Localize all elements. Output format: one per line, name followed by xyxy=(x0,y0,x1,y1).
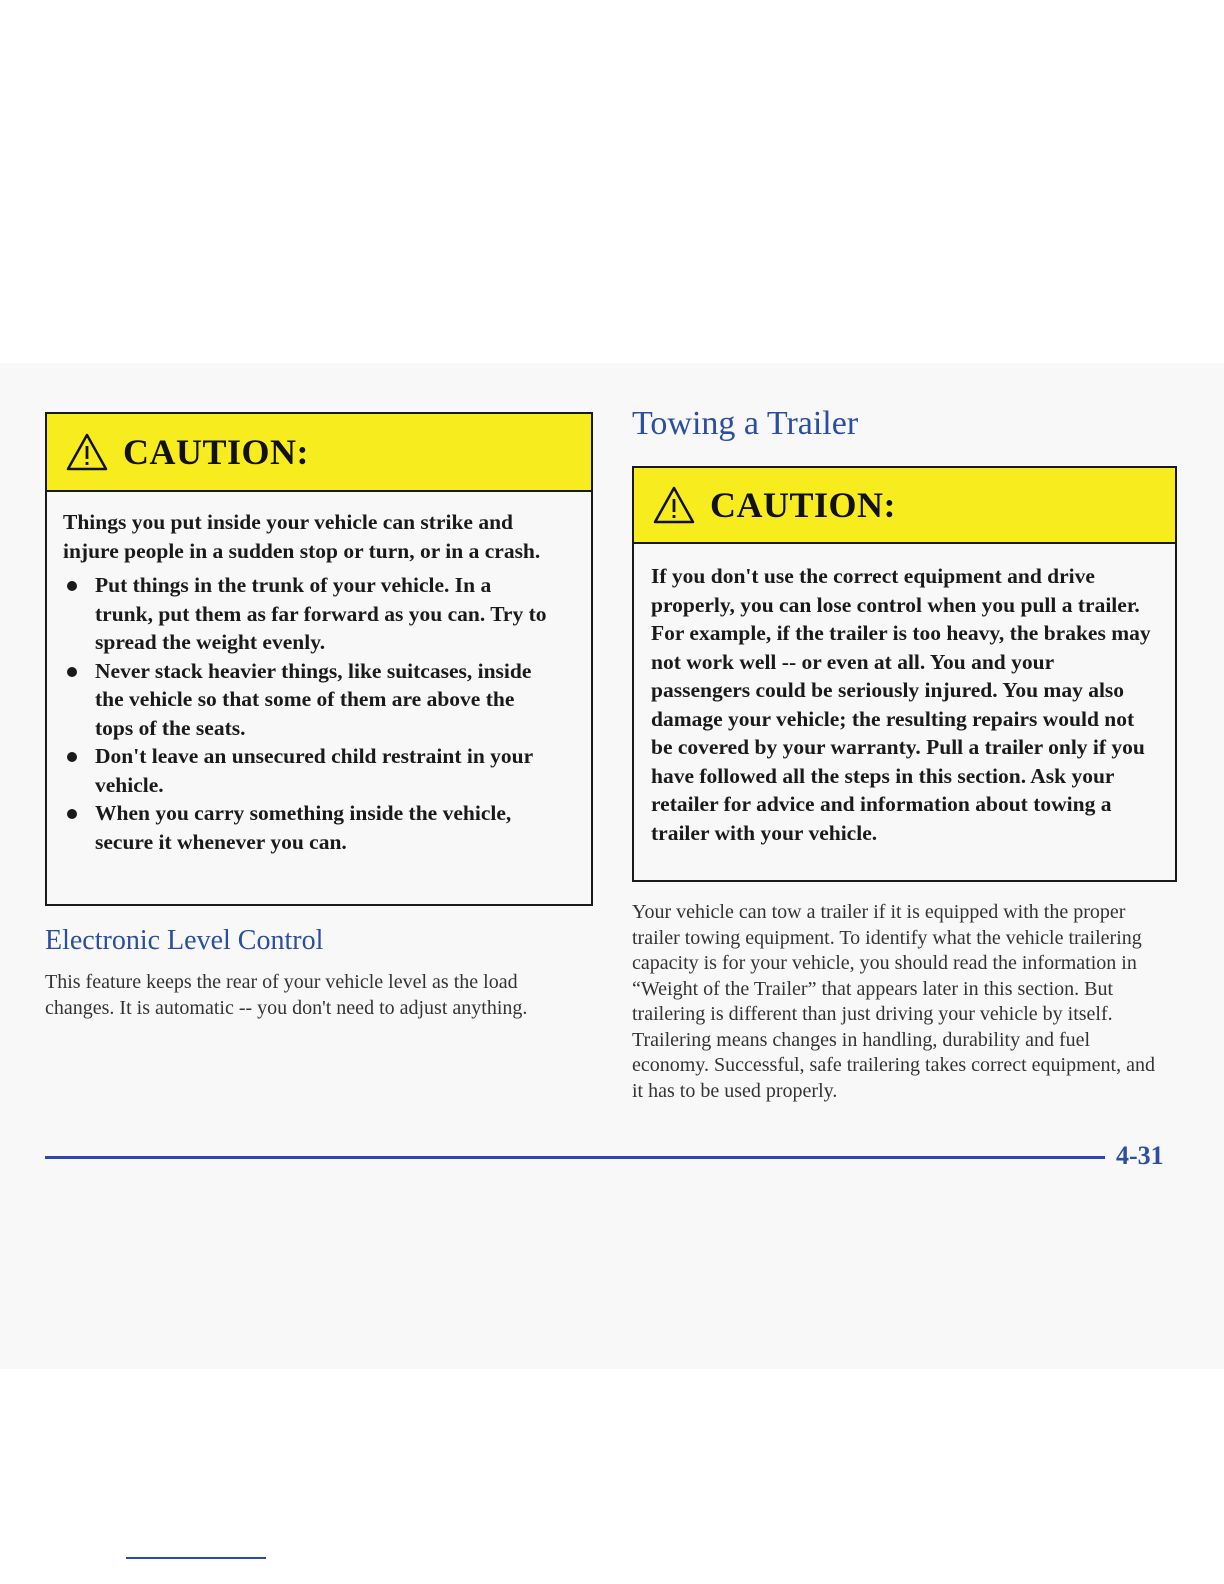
warning-triangle-icon xyxy=(65,432,109,472)
footer-rule xyxy=(45,1156,1105,1159)
bullet-item: Put things in the trunk of your vehicle. In a trunk, put them as far forward as you can. Try to spread the weight evenly. xyxy=(63,571,551,657)
caution-intro: Things you put inside your vehicle can strike and injure people in a sudden stop or turn, or in a crash. xyxy=(63,510,541,563)
caution-body xyxy=(47,492,591,856)
electronic-level-control-text: This feature keeps the rear of your vehicle level as the load changes. It is automatic -- you don't need to adjust anything. xyxy=(45,971,528,1019)
bullet-item: When you carry something inside the vehicle, secure it whenever you can. xyxy=(63,799,551,856)
caution-title: CAUTION: xyxy=(123,432,310,472)
warning-triangle-icon xyxy=(652,485,696,525)
caution-text: If you don't use the correct equipment and drive properly, you can lose control when you pull a trailer. For example, if the trailer is too heavy, the brakes may not work well -- or even at all. You and your passengers could be seriously injured. You may also damage your vehicle; the resulting repairs would not be covered by your warranty. Pull a trailer only if you have followed all the steps in this section. Ask your retailer for advice and information about towing a trailer with your vehicle. xyxy=(651,564,1151,845)
towing-heading: Towing a Trailer xyxy=(632,405,859,442)
caution-box-cargo xyxy=(45,412,593,906)
bullet-item: Don't leave an unsecured child restraint in your vehicle. xyxy=(63,742,551,799)
caution-header xyxy=(47,414,591,492)
electronic-level-control-heading: Electronic Level Control xyxy=(45,925,324,956)
bottom-mark-rule xyxy=(126,1557,266,1559)
caution-box-towing xyxy=(632,466,1177,882)
towing-text: Your vehicle can tow a trailer if it is equipped with the proper trailer towing equipment. To identify what the vehicle trailering capacity is for your vehicle, you should read the information in “Weight of the Trailer” that appears later in this section. But trailering is different than just driving your vehicle by itself. Trailering means changes in handling, durability and fuel economy. Successful, safe trailering takes correct equipment, and it has to be used properly. xyxy=(632,901,1155,1102)
bullet-item: Never stack heavier things, like suitcases, inside the vehicle so that some of them are above the tops of the seats. xyxy=(63,657,551,743)
caution-bullet-list xyxy=(63,571,551,856)
caution-header xyxy=(634,468,1175,544)
caution-title: CAUTION: xyxy=(710,485,897,525)
caution-body xyxy=(634,544,1175,847)
page-number: 4-31 xyxy=(1116,1141,1164,1170)
